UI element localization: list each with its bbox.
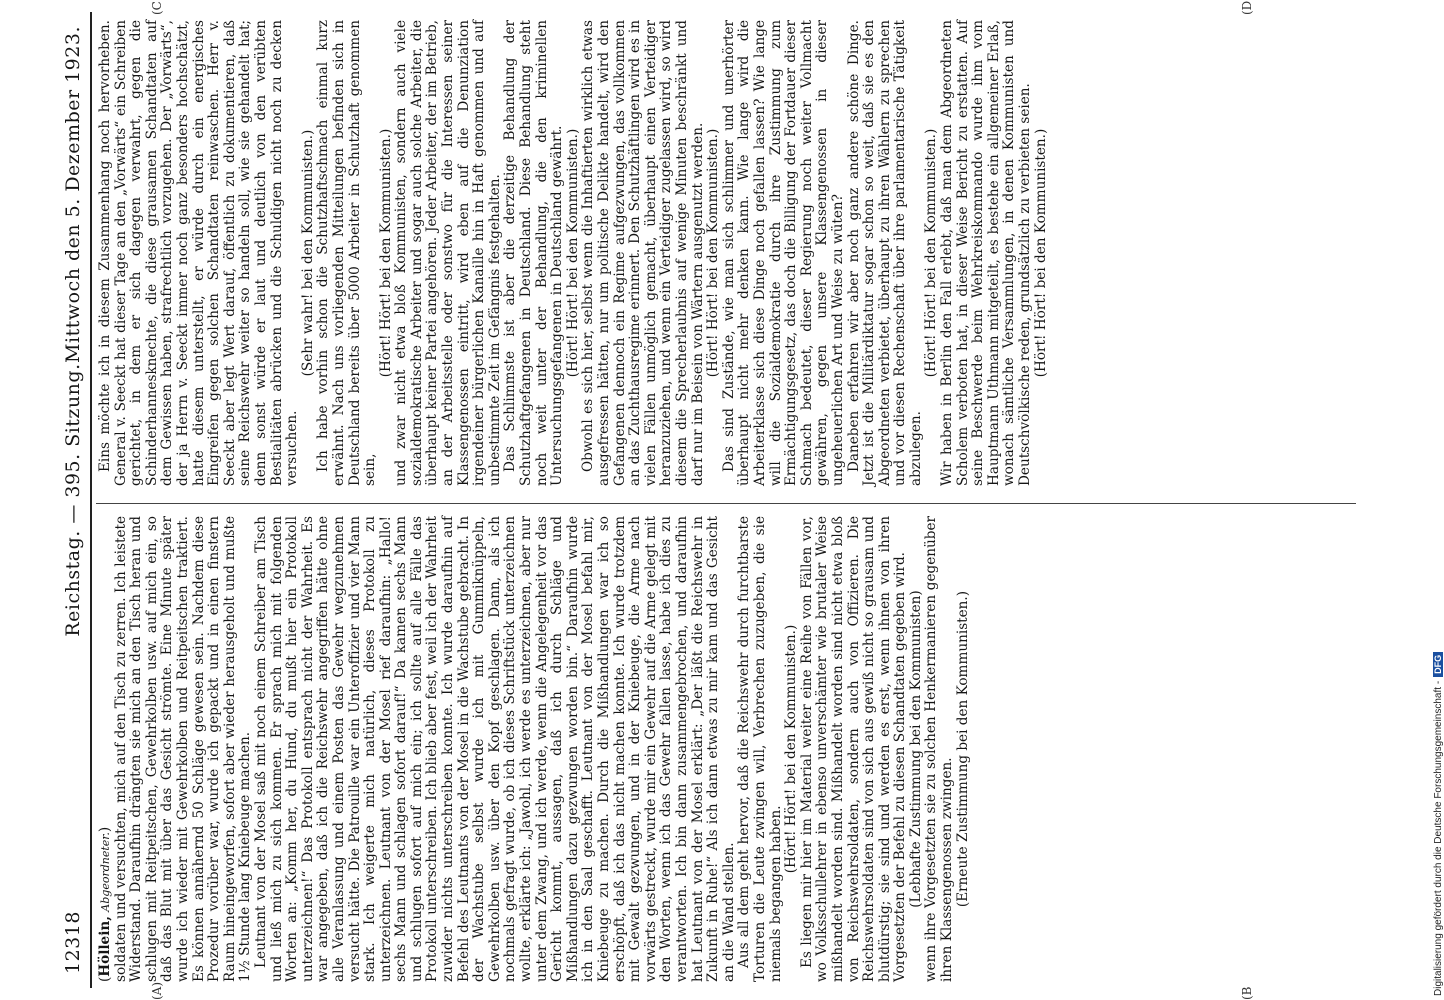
- paragraph: und zwar nicht etwa bloß Kommunisten, sondern auch viele sozialdemokratische Arbeiter und sogar auch solche Arbeiter, die überhaupt keiner Partei angehören. Jeder Arbeiter, der im Betrieb, an der Arbeitsstelle oder sonstwo für die Interessen seiner Klassengenossen eintritt, wird eben auf die Denunziation irgendeiner bürgerlichen Kanaille hin in Haft genommen und auf unbestimmte Zeit im Gefängnis festgehalten.: [393, 20, 503, 486]
- margin-marker-a: (A): [150, 981, 164, 1000]
- interjection: (Hört! Hört! bei den Kommunisten.): [1032, 128, 1049, 378]
- paragraph: Eins möchte ich in diesem Zusammenhang noch hervorheben. General v. Seeckt hat dieser Tage an den „Vorwärts“ ein Schreiben gerichtet, in dem er sich dagegen verwahrt, gegen die Schinderhannesknechte, die diese grausamen Schandtaten auf dem Gewissen haben, strafrechtlich vorzugehen. Der „Vorwärts“, der ja Herrn v. Seeckt immer noch ganz besonders hochschätzt, hatte diesem unterstellt, er würde durch ein energisches Eingreifen gegen solchen Schandtaten reinwaschen. Herr v. Seeckt aber legt Wert darauf, öffentlich zu dokumentieren, daß seine Reichswehr weiter so handeln soll, wie sie gehandelt hat; denn sonst würde er laut und deutlich von den verübten Bestialitäten abrücken und die Schuldigen nicht noch zu decken versuchen.: [97, 20, 301, 486]
- interjection: (Hört! Hört! bei den Kommunisten.): [783, 624, 800, 874]
- paragraph: Obwohl es sich hier, selbst wenn die Inhaftierten wirklich etwas ausgefressen hätten, nur um politische Delikte handelt, wird den Gefangenen dennoch ein Regime aufgezwungen, das vollkommen an das Zuchthausregime erinnert. Den Schutzhäftlingen wird es in vielen Fällen unmöglich gemacht, überhaupt einen Verteidiger heranzuziehen, und wenn ein Verteidiger zugelassen wird, so wird diesem die Sprecherlaubnis auf wenige Minuten beschränkt und darf nur im Beisein von Wärtern ausgenutzt werden.: [580, 20, 706, 486]
- text-column-left: [98, 516, 1358, 982]
- interjection: (Sehr wahr! bei den Kommunisten.): [299, 129, 316, 377]
- margin-marker-d: (D: [1240, 0, 1254, 15]
- interjection: (Hört! Hört! bei den Kommunisten.): [705, 128, 722, 378]
- page-number: 12318: [62, 911, 84, 974]
- paragraph: Daneben erfahren wir aber noch ganz andere schöne Dinge. Jetzt ist die Militärdiktatur sogar schon so weit, daß sie es den Abgeordneten verbietet, überhaupt zu ihren Wählern zu sprechen und vor diesen Rechenschaft über ihre parlamentarische Tätigkeit abzulegen.: [845, 20, 924, 486]
- digitization-credit-text: Digitalisierung gefördert durch die Deutsche Forschungsgemeinschaft -: [1433, 680, 1444, 996]
- page-date: Mittwoch den 5. Dezember 1923.: [62, 26, 84, 363]
- margin-marker-b: (B: [1240, 986, 1254, 1000]
- page-title: Reichstag. — 395. Sitzung.: [62, 363, 84, 637]
- digitization-credit: [1433, 6, 1444, 996]
- paragraph: Das Schlimmste ist aber die derzeitige Behandlung der Schutzhaftgefangenen in Deutschland. Diese Behandlung steht noch weit unter der Behandlung, die den kriminellen Untersuchungsgefangenen in Deutschland gewährt.: [502, 20, 566, 486]
- paragraph: Wir haben in Berlin den Fall erlebt, daß man dem Abgeordneten Scholem verboten hat, in dieser Weise Bericht zu erstatten. Auf seine Beschwerde beim Wehrkreiskommando wurde ihm vom Hauptmann Uthmann mitgeteilt, es bestehe ein allgemeiner Erlaß, wonach sämtliche Versammlungen, in denen Kommunisten und Deutschvölkische reden, grundsätzlich zu verbieten seien.: [939, 20, 1034, 486]
- paragraph: Aus all dem geht hervor, daß die Reichswehr durch furchtbarste Torturen die Leute zwingen will, Verbrechen zuzugeben, die sie niemals begangen haben.: [736, 516, 784, 982]
- paragraph: Leutnant von der Mosel saß mit noch einem Schreiber am Tisch und ließ mich zu sich kommen. Er sprach mich mit folgenden Worten an: „Komm her, du Hund, du mußt hier ein Protokoll unterzeichnen!“ Das Protokoll entsprach nicht der Wahrheit. Es war angegeben, daß ich die Reichswehr angegriffen hätte ohne alle Veranlassung und einem Posten das Gewehr wegzunehmen versucht hätte. Die Patrouille war ein Unteroffizier und vier Mann stark. Ich weigerte mich natürlich, dieses Protokoll zu unterzeichnen. Leutnant von der Mosel rief daraufhin: „Hallo! sechs Mann und schlagen sofort darauf!“ Da kamen sechs Mann und schlugen sofort auf mich ein; ich sollte auf alle Fälle das Protokoll unterschreiben. Ich blieb aber fest, weil ich der Wahrheit zuwider nichts unterschreiben konnte. Ich wurde daraufhin auf Befehl des Leutnants von der Mosel in die Wachstube gebracht. In der Wachstube selbst wurde ich mit Gummiknüppeln, Gewehrkolben usw. über den Kopf geschlagen. Dann, als ich nochmals gefragt wurde, ob ich dieses Schriftstück unterzeichnen wollte, erklärte ich: „Jawohl, ich werde es unterzeichnen, aber nur unter dem Zwang, und ich werde, wenn die Angelegenheit vor das Gericht kommt, aussagen, daß ich durch Schläge und Mißhandlungen dazu gezwungen worden bin.“ Daraufhin wurde ich in den Saal geschafft. Leutnant von der Mosel befahl mir, Kniebeuge zu machen. Durch die Mißhandlungen war ich so erschöpft, daß ich das nicht machen konnte. Ich wurde trotzdem mit Gewalt gezwungen, und in der Kniebeuge, die Arme nach vorwärts gestreckt, wurde mir ein Gewehr auf die Arme gelegt mit den Worten, wenn ich das Gewehr fallen lasse, habe ich dies zu verantworten. Ich bin dann zusammengebrochen, und daraufhin hat Leutnant von der Mosel erklärt: „Der läßt die Reichswehr in Zukunft in Ruhe!“ Als ich dann etwas zu mir kam und das Gesicht an die Wand stellen.: [252, 516, 737, 982]
- digitization-sidebar: [1419, 6, 1444, 996]
- header-rule: [90, 12, 92, 988]
- paragraph: wenn ihre Vorgesetzten sie zu solchen Henkermanieren gegenüber ihren Klassengenossen zwingen.: [923, 516, 956, 982]
- speaker-label: (Höllein, Abgeordneter.): [97, 826, 113, 982]
- paragraph: Es liegen mir hier im Material weiter eine Reihe von Fällen vor, wo Volksschullehrer in ebenso unverschämter wie brutaler Weise mißhandelt worden sind. Mißhandelt worden sind nicht etwa bloß von Reichswehrsoldaten, sondern auch von Offizieren. Die Reichswehrsoldaten sind von sich aus gewiß nicht so grausam und blutdürstig; sie sind und werden es erst, wenn ihnen von ihren Vorgesetzten der Befehl zu diesen Schandtaten gegeben wird.: [798, 516, 909, 982]
- column-divider: [96, 503, 1356, 504]
- dfg-logo: DFG: [1433, 652, 1443, 677]
- interjection: (Erneute Zustimmung bei den Kommunisten.): [954, 590, 971, 908]
- page-header: [58, 8, 88, 992]
- paragraph: Ich habe vorhin schon die Schutzhaftschmach einmal kurz erwähnt. Nach uns vorliegenden Mitteilungen befinden sich in Deutschland bereits über 5000 Arbeiter in Schutzhaft genommen sein,: [315, 20, 379, 486]
- speaker-name: Höllein,: [97, 916, 113, 977]
- interjection: (Hört! Hört! bei den Kommunisten.): [923, 128, 940, 378]
- speaker-role: Abgeordneter.: [99, 832, 112, 912]
- text-column-right: [98, 20, 1358, 486]
- interjection: (Hört! Hört! bei den Kommunisten.): [377, 128, 394, 378]
- interjection: (Hört! Hört! bei den Kommunisten.): [564, 128, 581, 378]
- interjection: (Lebhafte Zustimmung bei den Kommunisten): [907, 590, 924, 908]
- paragraph: soldaten und versuchten, mich auf den Tisch zu zerren. Ich leistete Widerstand. Daraufhin drängten sie mich an den Tisch heran und schlugen mit Reitpeitschen, Gewehrkolben usw. auf mich ein, so daß das Blut mit über das Gesicht strömte. Eine Minute später wurde ich wieder mit Gewehrkolben und Reitpeitschen traktiert. Es können annähernd 50 Schläge gewesen sein. Nachdem diese Prozedur vorüber war, wurde ich gepackt und in einen finstern Raum hineingeworfen, sofort aber wieder herausgeholt und mußte 1½ Stunde lang Kniebeuge machen.: [112, 516, 254, 982]
- margin-marker-c: (C: [150, 1, 164, 15]
- paragraph: Das sind Zustände, wie man sich schlimmer und unerhörter überhaupt nicht mehr denken kann. Wie lange wird die Arbeiterklasse sich diese Dinge noch gefallen lassen? Wie lange will die Sozialdemokratie durch ihre Zustimmung zum Ermächtigungsgesetz, das doch die Billigung der Fortdauer dieser Schmach bedeutet, dieser Regierung noch weiter Vollmacht gewähren, gegen unsere Klassengenossen in dieser ungeheuerlichen Art und Weise zu wüten?: [720, 20, 846, 486]
